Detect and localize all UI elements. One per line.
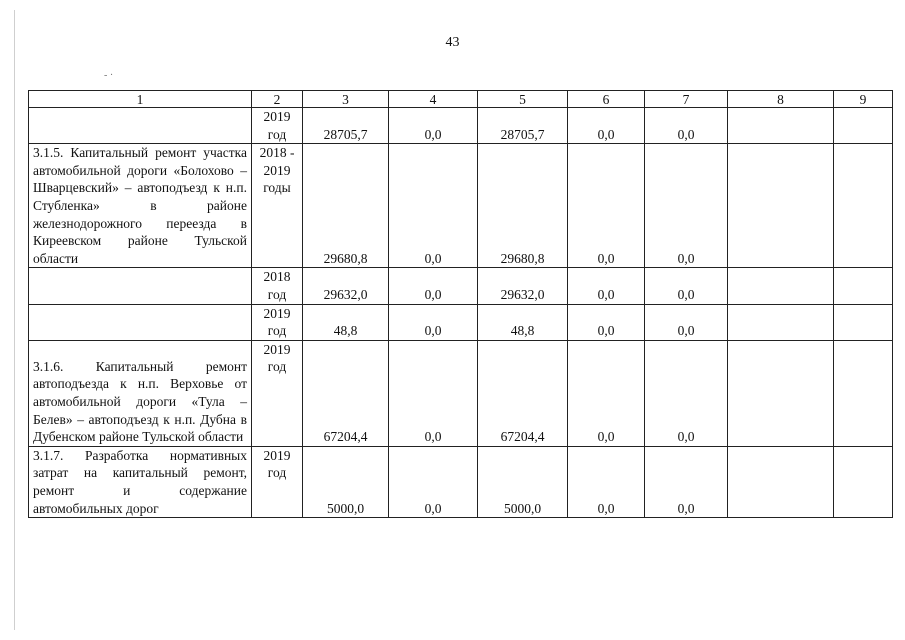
- value-cell: 5000,0: [303, 446, 389, 517]
- value-cell: 28705,7: [303, 108, 389, 144]
- header-cell: 7: [645, 91, 728, 108]
- stray-mark: - ·: [104, 70, 114, 81]
- value-cell: [834, 144, 893, 268]
- header-cell: 3: [303, 91, 389, 108]
- value-cell: 0,0: [389, 304, 478, 340]
- value-cell: [834, 268, 893, 304]
- item-description: 3.1.5. Капитальный ремонт участка автомобильной дороги «Болохово – Шварцевский» – автоподъезд к н.п. Стубленка» в районе железнодорожного переезда в Киреевском районе Тульской области: [29, 144, 252, 268]
- value-cell: 29680,8: [478, 144, 568, 268]
- item-period: 2018 - 2019 годы: [252, 144, 303, 268]
- value-cell: 0,0: [568, 340, 645, 446]
- item-description: 3.1.6. Капитальный ремонт автоподъезда к н.п. Верховье от автомобильной дороги «Тула – Белев» – автоподъезд к н.п. Дубна в Дубенском районе Тульской области: [29, 340, 252, 446]
- value-cell: [728, 446, 834, 517]
- value-cell: 67204,4: [303, 340, 389, 446]
- table-row: [29, 446, 893, 517]
- header-cell: 2: [252, 91, 303, 108]
- page-number: 43: [445, 35, 460, 50]
- table-header-row: [29, 91, 893, 108]
- value-cell: 67204,4: [478, 340, 568, 446]
- item-period: 2018 год: [252, 268, 303, 304]
- table-row: [29, 268, 893, 304]
- value-cell: 0,0: [645, 268, 728, 304]
- item-description: [29, 304, 252, 340]
- item-description: 3.1.7. Разработка нормативных затрат на капитальный ремонт, ремонт и содержание автомобильных дорог: [29, 446, 252, 517]
- value-cell: 0,0: [389, 446, 478, 517]
- value-cell: 0,0: [389, 144, 478, 268]
- value-cell: [728, 268, 834, 304]
- value-cell: [834, 340, 893, 446]
- value-cell: 29632,0: [303, 268, 389, 304]
- value-cell: 48,8: [303, 304, 389, 340]
- header-cell: 6: [568, 91, 645, 108]
- value-cell: [728, 144, 834, 268]
- value-cell: 0,0: [645, 144, 728, 268]
- header-cell: 1: [29, 91, 252, 108]
- value-cell: 5000,0: [478, 446, 568, 517]
- item-description: [29, 108, 252, 144]
- value-cell: 0,0: [568, 268, 645, 304]
- table-row: [29, 340, 893, 446]
- header-cell: 4: [389, 91, 478, 108]
- budget-table: [28, 90, 893, 518]
- value-cell: 29632,0: [478, 268, 568, 304]
- header-cell: 8: [728, 91, 834, 108]
- item-description: [29, 268, 252, 304]
- left-margin-line: [14, 10, 15, 630]
- item-period: 2019 год: [252, 108, 303, 144]
- value-cell: [728, 340, 834, 446]
- value-cell: 0,0: [568, 304, 645, 340]
- value-cell: [728, 108, 834, 144]
- table-row: [29, 108, 893, 144]
- value-cell: 0,0: [645, 340, 728, 446]
- value-cell: 0,0: [389, 268, 478, 304]
- value-cell: 0,0: [645, 108, 728, 144]
- table-row: [29, 304, 893, 340]
- value-cell: 29680,8: [303, 144, 389, 268]
- value-cell: 0,0: [568, 108, 645, 144]
- value-cell: 0,0: [645, 446, 728, 517]
- table-row: [29, 144, 893, 268]
- value-cell: [834, 446, 893, 517]
- value-cell: 0,0: [645, 304, 728, 340]
- item-period: 2019 год: [252, 446, 303, 517]
- value-cell: [834, 304, 893, 340]
- value-cell: 0,0: [389, 340, 478, 446]
- value-cell: 0,0: [389, 108, 478, 144]
- item-period: 2019 год: [252, 304, 303, 340]
- value-cell: 48,8: [478, 304, 568, 340]
- value-cell: 0,0: [568, 144, 645, 268]
- value-cell: 0,0: [568, 446, 645, 517]
- header-cell: 5: [478, 91, 568, 108]
- value-cell: [728, 304, 834, 340]
- item-period: 2019 год: [252, 340, 303, 446]
- header-cell: 9: [834, 91, 893, 108]
- value-cell: 28705,7: [478, 108, 568, 144]
- value-cell: [834, 108, 893, 144]
